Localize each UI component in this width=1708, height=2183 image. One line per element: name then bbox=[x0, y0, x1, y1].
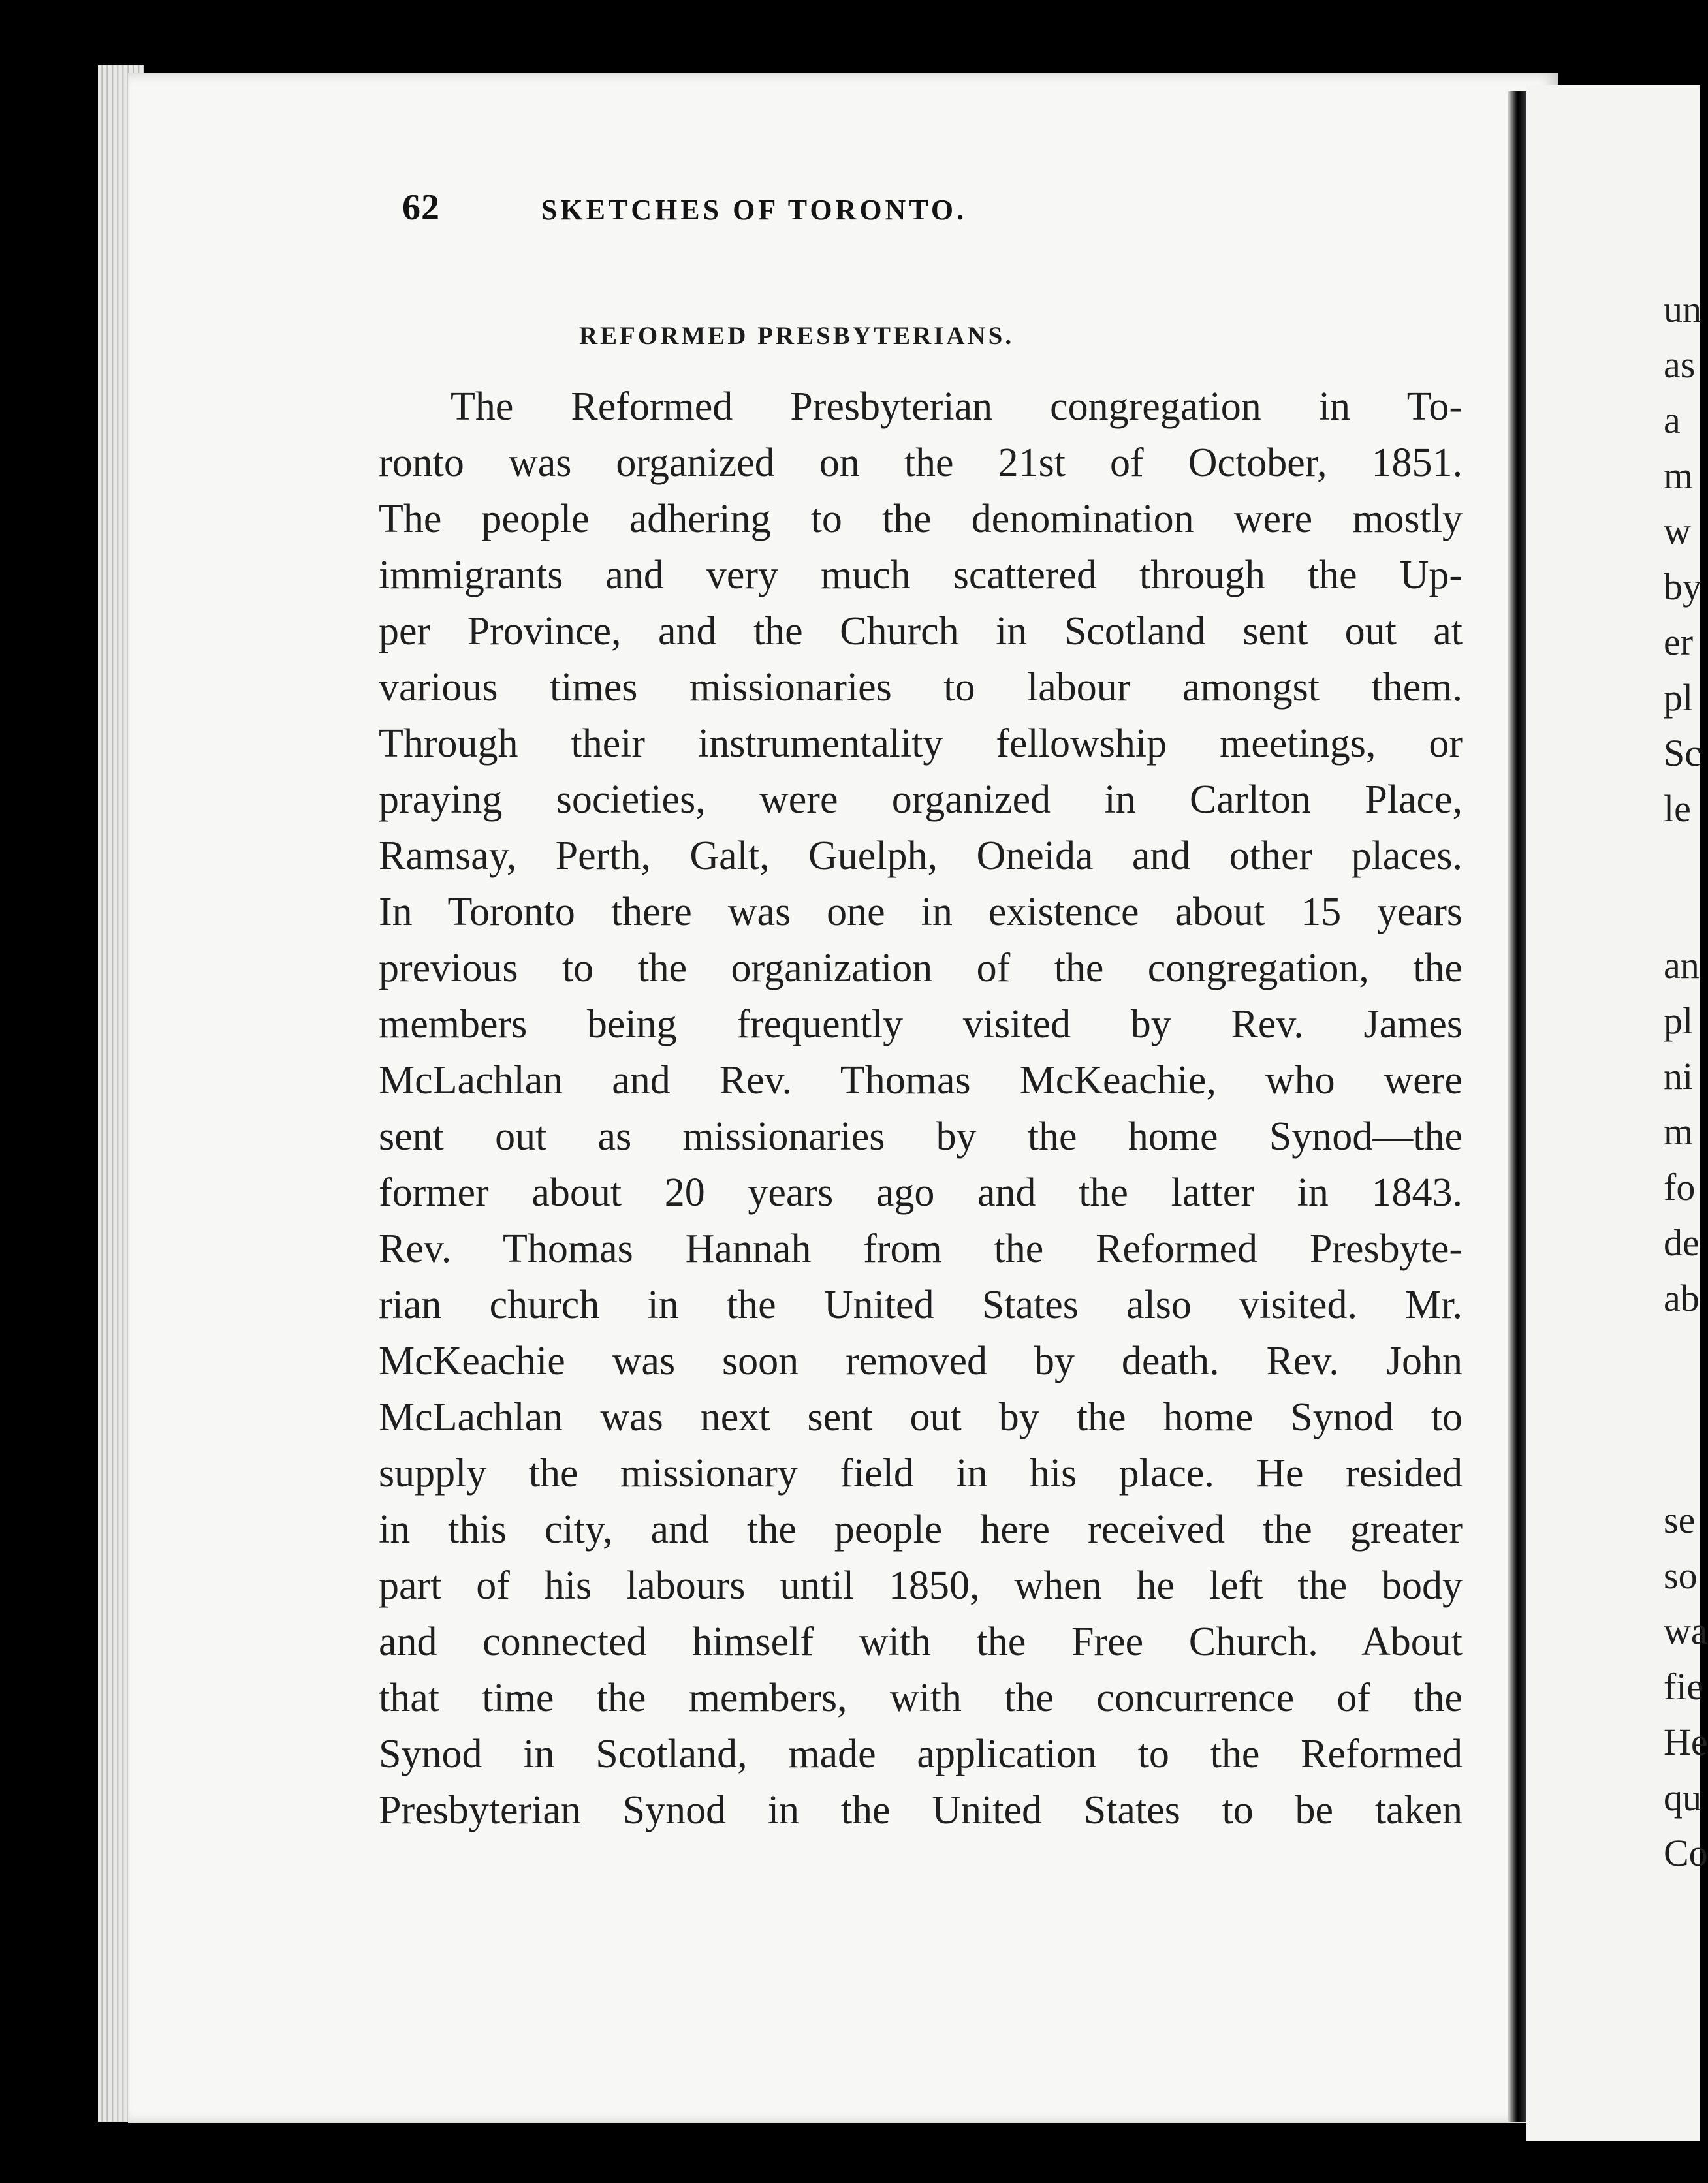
text-line: The people adhering to the denomination were mostly bbox=[379, 497, 1463, 541]
text-line: Rev. Thomas Hannah from the Reformed Presbyte- bbox=[379, 1227, 1463, 1271]
facing-page-fragment: de bbox=[1664, 1221, 1700, 1264]
facing-page-fragment: pl bbox=[1664, 676, 1694, 719]
facing-page-fragment: w bbox=[1664, 510, 1691, 552]
page-number: 62 bbox=[402, 187, 440, 228]
text-line: previous to the organization of the congregation, the bbox=[379, 946, 1463, 990]
facing-page-fragment: an bbox=[1664, 944, 1700, 986]
facing-page-fragment: m bbox=[1664, 454, 1694, 497]
text-line: that time the members, with the concurrence of the bbox=[379, 1676, 1463, 1720]
facing-page-fragment: er bbox=[1664, 621, 1694, 663]
facing-page-fragment: ni bbox=[1664, 1055, 1694, 1097]
text-line: immigrants and very much scattered through the Up- bbox=[379, 553, 1463, 597]
facing-page-fragment: le bbox=[1664, 787, 1691, 830]
text-line: Synod in Scotland, made application to the Reformed bbox=[379, 1732, 1463, 1776]
facing-page-fragment: by bbox=[1664, 565, 1701, 608]
facing-page-fragment: se bbox=[1664, 1499, 1696, 1541]
body-text bbox=[379, 379, 1463, 1838]
facing-page-fragment: a bbox=[1664, 399, 1681, 441]
text-line: various times missionaries to labour amongst them. bbox=[379, 665, 1463, 710]
facing-page-fragment: pl bbox=[1664, 999, 1694, 1042]
facing-page-fragment: fie bbox=[1664, 1665, 1704, 1708]
text-line: former about 20 years ago and the latter in 1843. bbox=[379, 1170, 1463, 1215]
text-line: Presbyterian Synod in the United States to be taken bbox=[379, 1788, 1463, 1832]
facing-page-fragment: He bbox=[1664, 1721, 1708, 1763]
text-line: rian church in the United States also visited. Mr. bbox=[379, 1283, 1463, 1327]
facing-page-fragment: qu bbox=[1664, 1776, 1701, 1819]
facing-page-fragment: Co bbox=[1664, 1832, 1708, 1874]
facing-page-fragment: so bbox=[1664, 1554, 1698, 1597]
text-line: per Province, and the Church in Scotland sent out at bbox=[379, 609, 1463, 653]
text-line: ronto was organized on the 21st of October, 1851. bbox=[379, 441, 1463, 485]
running-title: SKETCHES OF TORONTO. bbox=[541, 194, 968, 226]
facing-page-fragment: wa bbox=[1664, 1610, 1708, 1652]
text-line: McKeachie was soon removed by death. Rev. John bbox=[379, 1339, 1463, 1383]
facing-page-fragment: m bbox=[1664, 1110, 1694, 1153]
text-line: in this city, and the people here received the greater bbox=[379, 1507, 1463, 1552]
text-line: McLachlan was next sent out by the home Synod to bbox=[379, 1395, 1463, 1439]
running-head bbox=[402, 187, 1173, 230]
text-line: part of his labours until 1850, when he left the body bbox=[379, 1563, 1463, 1608]
facing-page-text bbox=[1658, 0, 1708, 2183]
text-line: supply the missionary field in his place. He resided bbox=[379, 1451, 1463, 1496]
text-line: members being frequently visited by Rev. James bbox=[379, 1002, 1463, 1046]
text-line: Through their instrumentality fellowship meetings, or bbox=[379, 721, 1463, 766]
text-line: In Toronto there was one in existence about 15 years bbox=[379, 890, 1463, 934]
text-line: praying societies, were organized in Carlton Place, bbox=[379, 777, 1463, 822]
facing-page-fragment: as bbox=[1664, 343, 1696, 386]
text-line: Ramsay, Perth, Galt, Guelph, Oneida and other places. bbox=[379, 834, 1463, 878]
text-line: McLachlan and Rev. Thomas McKeachie, who were bbox=[379, 1058, 1463, 1103]
facing-page-fragment: Sc bbox=[1664, 732, 1701, 774]
facing-page-fragment: un bbox=[1664, 288, 1701, 330]
facing-page-fragment: ab bbox=[1664, 1277, 1700, 1319]
text-line: sent out as missionaries by the home Synod—the bbox=[379, 1114, 1463, 1159]
book-gutter bbox=[1508, 91, 1526, 2122]
section-heading: REFORMED PRESBYTERIANS. bbox=[578, 322, 1015, 350]
text-line: and connected himself with the Free Church. About bbox=[379, 1620, 1463, 1664]
facing-page-fragment: fo bbox=[1664, 1166, 1696, 1208]
text-line: The Reformed Presbyterian congregation in To- bbox=[451, 385, 1463, 429]
